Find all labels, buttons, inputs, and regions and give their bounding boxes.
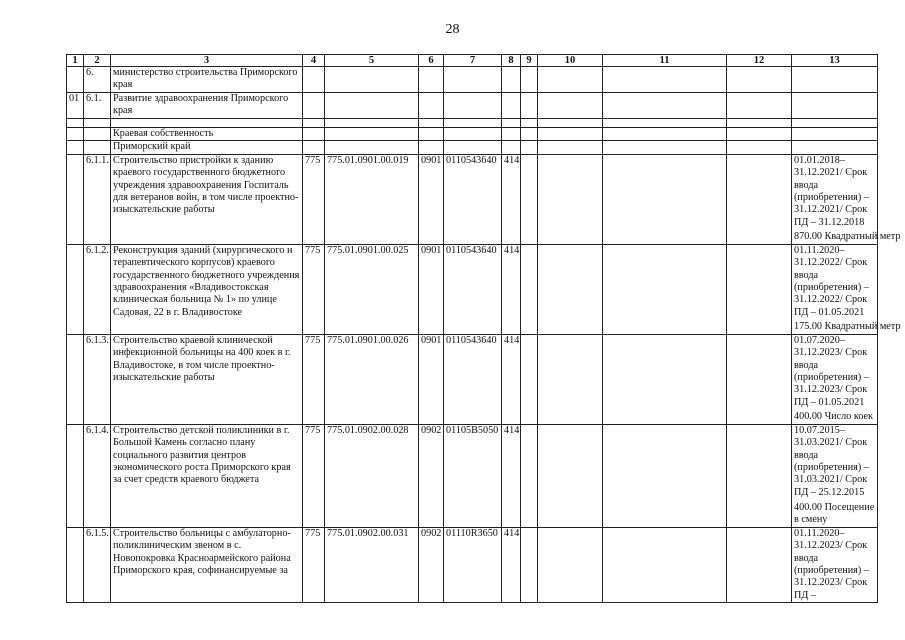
cell-index [67,154,84,244]
cell-col9 [521,119,538,128]
cell-col9 [521,141,538,154]
cell-grbs: 775 [303,424,325,527]
dates-text: 10.07.2015–31.03.2021/ Срок ввода (приобретения) – 31.03.2021/ Срок ПД – 25.12.2015 [794,424,869,498]
cell-code: 775.01.0902.00.028 [325,424,419,527]
cell-number [84,119,111,128]
cell-name: Строительство детской поликлиники в г. Большой Камень согласно плану социального развития центров экономического роста Приморского края за счет средств краевого бюджета [111,424,303,527]
cell-index [67,128,84,141]
header-col-6: 6 [419,55,444,67]
table-row [67,67,878,93]
cell-col10 [538,93,603,119]
capacity-text: 400.00 Посещение в смену [794,502,875,526]
cell-col11 [603,424,727,527]
cell-col9 [521,67,538,93]
cell-col11 [603,527,727,602]
cell-target: 0110543640 [444,244,502,334]
cell-target: 0110543640 [444,154,502,244]
cell-number: 6.1.2. [84,244,111,334]
cell-col9 [521,154,538,244]
cell-section [419,67,444,93]
page-number: 28 [445,22,460,37]
header-col-7: 7 [444,55,502,67]
table-row [67,141,878,154]
cell-name: Строительство краевой клинической инфекционной больницы на 400 коек в г. Владивостоке, в том числе проектно-изыскательские работы [111,334,303,424]
capacity-text: 175.00 Квадратный метр [794,321,901,333]
cell-col12 [727,244,792,334]
cell-col11 [603,141,727,154]
cell-target [444,128,502,141]
cell-index [67,141,84,154]
cell-dates [792,141,878,154]
cell-name: Приморский край [111,141,303,154]
cell-target [444,119,502,128]
cell-type [502,93,521,119]
capacity-text: 400.00 Число коек [794,411,874,423]
cell-section: 0901 [419,154,444,244]
cell-target [444,141,502,154]
cell-number: 6.1. [84,93,111,119]
cell-grbs [303,128,325,141]
cell-grbs [303,119,325,128]
cell-dates [792,334,878,424]
cell-grbs [303,141,325,154]
cell-number [84,128,111,141]
cell-col12 [727,527,792,602]
table-row [67,334,878,424]
header-col-5: 5 [325,55,419,67]
cell-name: Строительство пристройки к зданию краевого государственного бюджетного учреждения здравоохранения Госпиталь для ветеранов войн, в том числе проектно-изыскательские работы [111,154,303,244]
cell-dates [792,527,878,602]
cell-number: 6.1.1. [84,154,111,244]
cell-type: 414 [502,154,521,244]
cell-type: 414 [502,424,521,527]
header-col-9: 9 [521,55,538,67]
cell-col9 [521,527,538,602]
cell-col11 [603,154,727,244]
cell-target: 01110R3650 [444,527,502,602]
cell-index [67,119,84,128]
dates-text: 01.11.2020–31.12.2023/ Срок ввода (приобретения) – 31.12.2023/ Срок ПД – [794,527,869,601]
cell-col12 [727,334,792,424]
cell-code: 775.01.0901.00.019 [325,154,419,244]
cell-section [419,128,444,141]
cell-code [325,128,419,141]
cell-col11 [603,334,727,424]
cell-dates [792,93,878,119]
dates-text: 01.11.2020–31.12.2022/ Срок ввода (приобретения) – 31.12.2022/ Срок ПД – 01.05.2021 [794,244,869,318]
cell-col9 [521,93,538,119]
header-col-11: 11 [603,55,727,67]
cell-col10 [538,244,603,334]
cell-type: 414 [502,527,521,602]
cell-grbs [303,67,325,93]
cell-section: 0901 [419,244,444,334]
cell-type [502,128,521,141]
cell-section [419,119,444,128]
cell-type [502,141,521,154]
cell-section: 0902 [419,424,444,527]
cell-type [502,119,521,128]
cell-name: министерство строительства Приморского края [111,67,303,93]
cell-type [502,67,521,93]
cell-col9 [521,424,538,527]
cell-index [67,67,84,93]
cell-col9 [521,244,538,334]
cell-col10 [538,128,603,141]
table-row [67,119,878,128]
table-row [67,128,878,141]
cell-name: Краевая собственность [111,128,303,141]
cell-code: 775.01.0901.00.025 [325,244,419,334]
cell-code: 775.01.0901.00.026 [325,334,419,424]
cell-col10 [538,67,603,93]
cell-number: 6.1.4. [84,424,111,527]
header-col-1: 1 [67,55,84,67]
cell-grbs: 775 [303,244,325,334]
table-row [67,154,878,244]
cell-target [444,93,502,119]
cell-number [84,141,111,154]
cell-col11 [603,93,727,119]
cell-col12 [727,119,792,128]
cell-grbs [303,93,325,119]
cell-section [419,93,444,119]
investment-objects-table [66,54,901,603]
cell-dates [792,119,878,128]
cell-dates [792,424,878,527]
cell-dates [792,154,901,244]
cell-index [67,334,84,424]
cell-col11 [603,67,727,93]
cell-grbs: 775 [303,527,325,602]
dates-text: 01.01.2018–31.12.2021/ Срок ввода (приобретения) – 31.12.2021/ Срок ПД – 31.12.2018 [794,154,869,228]
cell-index [67,527,84,602]
cell-col10 [538,334,603,424]
cell-name: Строительство больницы с амбулаторно-поликлиническим звеном в с. Новопокровка Красноармейского района Приморского края, софинансируемые за [111,527,303,602]
cell-col10 [538,154,603,244]
cell-grbs: 775 [303,334,325,424]
cell-dates [792,67,878,93]
cell-code [325,93,419,119]
cell-type: 414 [502,334,521,424]
cell-type: 414 [502,244,521,334]
cell-col12 [727,141,792,154]
cell-section: 0901 [419,334,444,424]
cell-target: 01105B5050 [444,424,502,527]
header-col-3: 3 [111,55,303,67]
cell-code [325,119,419,128]
table-row [67,527,878,602]
header-col-2: 2 [84,55,111,67]
table-row [67,244,878,334]
cell-col10 [538,527,603,602]
cell-section: 0902 [419,527,444,602]
cell-code [325,67,419,93]
cell-name [111,119,303,128]
header-row [67,55,878,67]
cell-col12 [727,154,792,244]
cell-section [419,141,444,154]
cell-col9 [521,128,538,141]
cell-col11 [603,128,727,141]
cell-col9 [521,334,538,424]
cell-col12 [727,128,792,141]
cell-col10 [538,141,603,154]
dates-text: 01.07.2020–31.12.2023/ Срок ввода (приобретения) – 31.12.2023/ Срок ПД – 01.05.2021 [794,334,869,408]
cell-grbs: 775 [303,154,325,244]
cell-col11 [603,244,727,334]
cell-target [444,67,502,93]
cell-index: 01 [67,93,84,119]
header-col-10: 10 [538,55,603,67]
cell-code: 775.01.0902.00.031 [325,527,419,602]
capacity-text: 870.00 Квадратный метр [794,231,901,243]
cell-number: 6.1.3. [84,334,111,424]
cell-dates [792,244,901,334]
header-col-12: 12 [727,55,792,67]
cell-code [325,141,419,154]
cell-col11 [603,119,727,128]
table-row [67,424,878,527]
cell-index [67,244,84,334]
cell-target: 0110543640 [444,334,502,424]
cell-dates [792,128,878,141]
cell-col12 [727,67,792,93]
cell-col10 [538,119,603,128]
cell-index [67,424,84,527]
cell-col10 [538,424,603,527]
cell-col12 [727,424,792,527]
header-col-8: 8 [502,55,521,67]
cell-name: Реконструкция зданий (хирургического и терапевтического корпусов) краевого государственного бюджетного учреждения здравоохранения «Владивостокская клиническая больница № 1» по улице Садовая, 22 в г. Владивостоке [111,244,303,334]
cell-col12 [727,93,792,119]
cell-name: Развитие здравоохранения Приморского края [111,93,303,119]
header-col-13: 13 [792,55,878,67]
table-row [67,93,878,119]
cell-number: 6.1.5. [84,527,111,602]
cell-number: 6. [84,67,111,93]
header-col-4: 4 [303,55,325,67]
